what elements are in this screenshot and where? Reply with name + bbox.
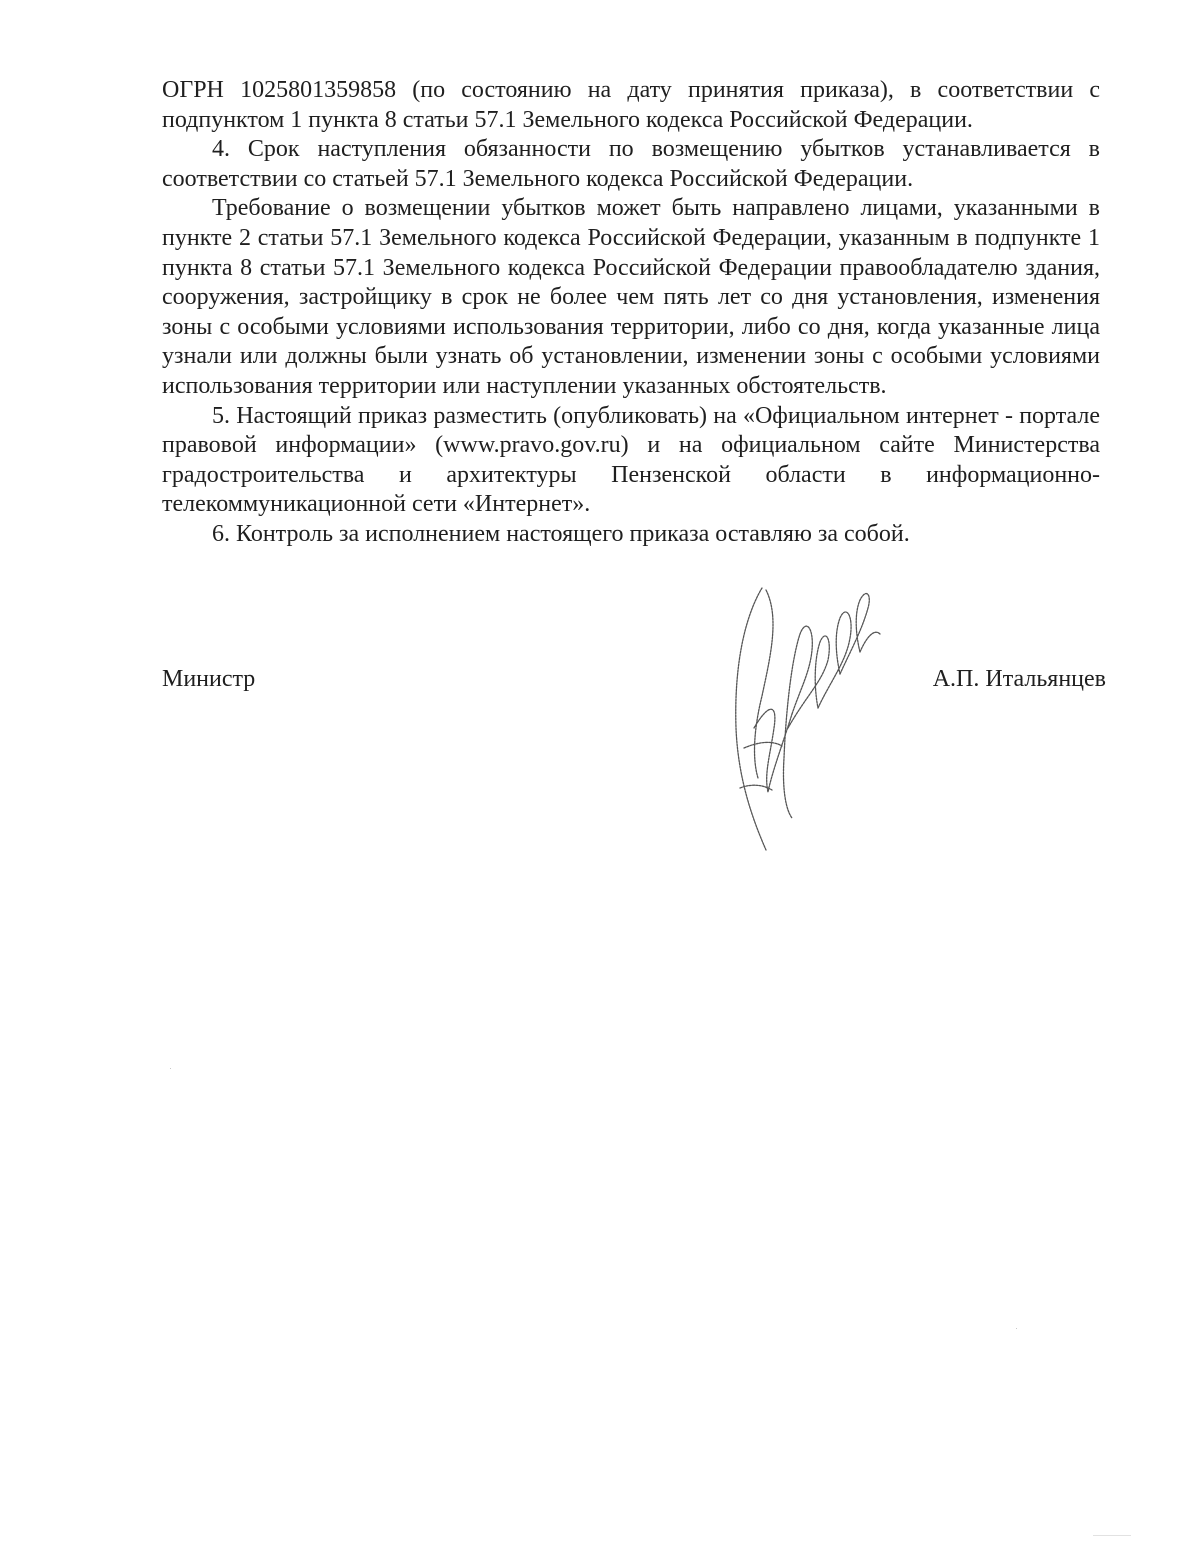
paragraph-6-control: 6. Контроль за исполнением настоящего приказа оставляю за собой. (212, 520, 910, 547)
paragraph-damages-claim: Требование о возмещении убытков может быть направлено лицами, указанными в пункте 2 статьи 57.1 Земельного кодекса Российской Федерации, указанным в подпункте 1 пункта 8 статьи 57.1 Земельного кодекса Российской Федерации правообладателю здания, сооружения, застройщику в срок не более чем пять лет со дня установления, изменения зоны с особыми условиями использования территории, либо со дня, когда указанные лица узнали или должны были узнать об установлении, изменении зоны с особыми условиями использования территории или наступлении указанных обстоятельств. (162, 195, 1100, 399)
paragraph-ogrn: ОГРН 1025801359858 (по состоянию на дату принятия приказа), в соответствии с подпунктом 1 пункта 8 статьи 57.1 Земельного кодекса Российской Федерации. (162, 77, 1100, 133)
scan-speck (1093, 1535, 1131, 1536)
signatory-name: А.П. Итальянцев (932, 666, 1106, 692)
scan-speck (170, 1068, 171, 1069)
document-body (162, 76, 1100, 550)
paragraph-4-deadline: 4. Срок наступления обязанности по возмещению убытков устанавливается в соответствии со статьей 57.1 Земельного кодекса Российской Федерации. (162, 136, 1100, 192)
scan-speck (1016, 1328, 1017, 1329)
paragraph-5-publication: 5. Настоящий приказ разместить (опубликовать) на «Официальном интернет - портале правовой информации» (www.pravo.gov.ru) и на официальном сайте Министерства градостроительства и архитектуры Пензенской области в информационно-телекоммуникационной сети «Интернет». (162, 402, 1100, 518)
signatory-role: Министр (162, 666, 256, 692)
handwritten-signature-icon (722, 578, 892, 858)
